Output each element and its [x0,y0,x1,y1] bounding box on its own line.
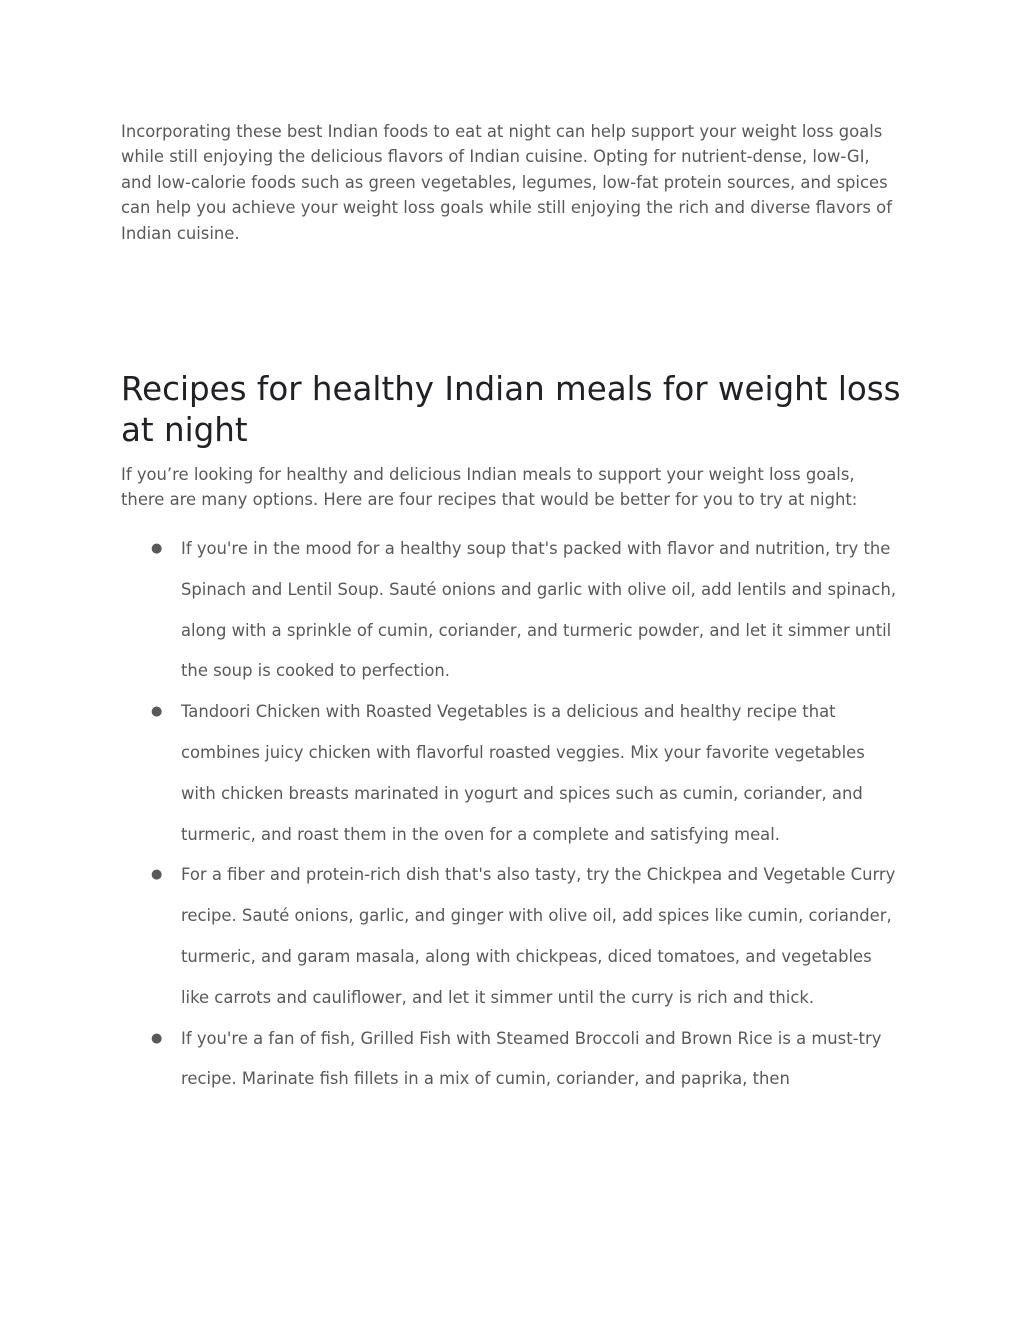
section-lead-paragraph: If you’re looking for healthy and delicious Indian meals to support your weight loss goals, there are many options. Here are four recipes that would be better for you to try at night: [121,465,858,510]
recipe-list-item [121,692,901,855]
recipe-list-item [121,1019,901,1101]
recipe-text: For a fiber and protein-rich dish that's also tasty, try the Chickpea and Vegetable Curry recipe. Sauté onions, garlic, and ginger with olive oil, add spices like cumin, coriander, turmeric, and garam masala, along with chickpeas, diced tomatoes, and vegetables like carrots and cauliflower, and let it simmer until the curry is rich and thick. [181,865,896,1007]
recipe-list [121,529,901,1100]
section-heading: Recipes for healthy Indian meals for weight loss at night [121,370,901,449]
recipe-text: If you're in the mood for a healthy soup that's packed with flavor and nutrition, try the Spinach and Lentil Soup. Sauté onions and garlic with olive oil, add lentils and spinach, along with a sprinkle of cumin, coriander, and turmeric powder, and let it simmer until the soup is cooked to perfection. [181,539,897,681]
recipe-text: Tandoori Chicken with Roasted Vegetables is a delicious and healthy recipe that combines juicy chicken with flavorful roasted veggies. Mix your favorite vegetables with chicken breasts marinated in yogurt and spices such as cumin, coriander, and turmeric, and roast them in the oven for a complete and satisfying meal. [181,702,865,844]
recipe-list-item [121,529,901,692]
bullet-icon: ● [151,1030,163,1046]
bullet-icon: ● [151,541,163,556]
intro-paragraph: Incorporating these best Indian foods to eat at night can help support your weight loss goals while still enjoying the delicious flavors of Indian cuisine. Opting for nutrient-dense, low-GI, and low-calorie foods such as green vegetables, legumes, low-fat protein sources, and spices can help you achieve your weight loss goals while still enjoying the rich and diverse flavors of Indian cuisine. [121,122,892,243]
bullet-icon: ● [151,867,163,883]
recipe-text: If you're a fan of fish, Grilled Fish with Steamed Broccoli and Brown Rice is a must-try recipe. Marinate fish fillets in a mix of cumin, coriander, and paprika, then [181,1028,882,1089]
bullet-icon: ● [151,704,163,720]
recipe-list-item [121,855,901,1018]
